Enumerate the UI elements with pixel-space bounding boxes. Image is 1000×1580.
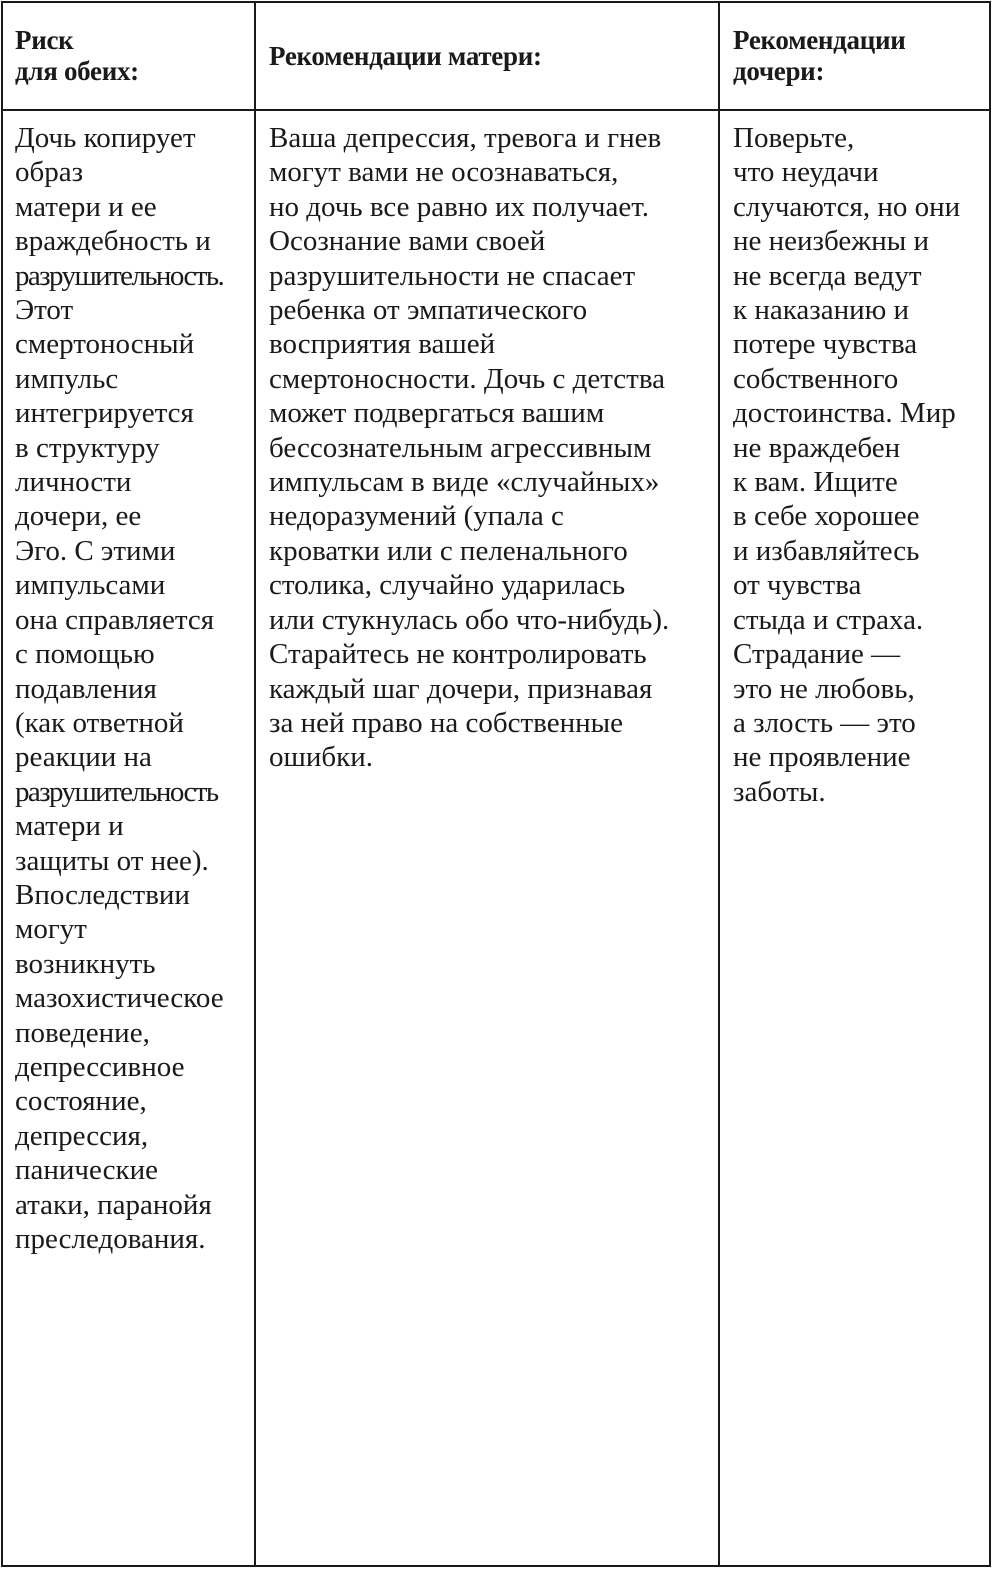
risk-line: импульсами	[15, 569, 166, 602]
risk-line: защиты от нее).	[15, 844, 209, 877]
daughter-line: Страдание —	[733, 638, 901, 671]
daughter-line: стыда и страха.	[733, 603, 924, 636]
mother-line: восприятия вашей	[269, 328, 496, 361]
risk-line: образ	[15, 156, 84, 189]
risk-line: личности	[15, 466, 132, 499]
risk-line: дочери, ее	[15, 500, 142, 533]
daughter-line: в себе хорошее	[733, 500, 920, 533]
header-mother	[269, 3, 714, 109]
mother-line: могут вами не осознаваться,	[269, 156, 619, 189]
daughter-line: что неудачи	[733, 156, 879, 189]
mother-line: Старайтесь не контролировать	[269, 638, 647, 671]
risk-line: матери и	[15, 810, 124, 843]
daughter-line: случаются, но они	[733, 190, 961, 223]
risk-line: мазохистическое	[15, 982, 224, 1015]
header-daughter-line-2: дочери:	[733, 56, 825, 86]
mother-line: может подвергаться вашим	[269, 397, 605, 430]
risk-line: состояние,	[15, 1085, 147, 1118]
risk-line: интегрируется	[15, 397, 194, 430]
column-divider-2	[718, 3, 720, 1565]
risk-line: возникнуть	[15, 947, 156, 980]
risk-line: импульс	[15, 362, 119, 395]
daughter-line: потере чувства	[733, 328, 918, 361]
mother-line: разрушительности не спасает	[269, 259, 636, 292]
risk-line: (как ответной	[15, 706, 184, 739]
risk-line: с помощью	[15, 638, 155, 671]
daughter-line: не враждебен	[733, 431, 901, 464]
risk-line: Впоследствии	[15, 878, 190, 911]
mother-line: или стукнулась обо что-нибудь).	[269, 603, 670, 636]
daughter-line: к вам. Ищите	[733, 466, 898, 499]
risk-line: враждебность и	[15, 225, 211, 258]
daughter-line: и избавляйтесь	[733, 534, 920, 567]
risk-line: в структуру	[15, 431, 160, 464]
risk-line: депрессия,	[15, 1119, 149, 1152]
header-risk-line-2: для обеих:	[15, 56, 139, 86]
mother-recommendations-cell	[269, 121, 669, 775]
header-daughter-line-1: Рекомендации	[733, 25, 906, 55]
risk-line: атаки, паранойя	[15, 1188, 212, 1221]
risk-line: разрушительность.	[15, 259, 224, 292]
risk-line: депрессивное	[15, 1050, 185, 1083]
mother-line: недоразумений (упала с	[269, 500, 564, 533]
mother-line: смертоносности. Дочь с детства	[269, 362, 666, 395]
daughter-line: достоинства. Мир	[733, 397, 956, 430]
daughter-line: Поверьте,	[733, 122, 855, 154]
daughter-line: собственного	[733, 362, 899, 395]
mother-line: ошибки.	[269, 741, 373, 774]
mother-line: кроватки или с пеленального	[269, 534, 628, 567]
daughter-line: не неизбежны и	[733, 225, 930, 258]
column-divider-1	[254, 3, 256, 1565]
mother-line: ребенка от эмпатического	[269, 294, 588, 327]
risk-line: поведение,	[15, 1016, 150, 1049]
daughter-line: от чувства	[733, 569, 862, 602]
mother-line: но дочь все равно их получает.	[269, 190, 649, 223]
daughter-line: это не любовь,	[733, 672, 915, 705]
risk-line: разрушительность	[15, 775, 218, 808]
risk-line: Дочь копирует	[15, 122, 196, 154]
risk-line: смертоносный	[15, 328, 195, 361]
daughter-line: не всегда ведут	[733, 259, 922, 292]
mother-line: бессознательным агрессивным	[269, 431, 652, 464]
header-daughter	[733, 3, 988, 109]
risk-line: панические	[15, 1154, 158, 1187]
daughter-recommendations-cell	[733, 121, 960, 809]
header-risk-line-1: Риск	[15, 25, 74, 55]
mother-line: Осознание вами своей	[269, 225, 546, 258]
daughter-line: не проявление	[733, 741, 911, 774]
risk-line: она справляется	[15, 603, 215, 636]
risk-line: матери и ее	[15, 190, 157, 223]
recommendations-table	[1, 1, 991, 1567]
header-divider	[3, 109, 989, 111]
risk-line: подавления	[15, 672, 157, 705]
daughter-line: а злость — это	[733, 706, 916, 739]
mother-line: импульсам в виде «случайных»	[269, 466, 660, 499]
header-risk	[15, 3, 250, 109]
mother-line: за ней право на собственные	[269, 706, 623, 739]
mother-line: столика, случайно ударилась	[269, 569, 626, 602]
mother-line: Ваша депрессия, тревога и гнев	[269, 122, 662, 154]
daughter-line: к наказанию и	[733, 294, 910, 327]
risk-line: могут	[15, 913, 87, 946]
risk-line: Эго. С этими	[15, 534, 176, 567]
risk-line: Этот	[15, 294, 74, 327]
risk-line: реакции на	[15, 741, 152, 774]
mother-line: каждый шаг дочери, признавая	[269, 672, 653, 705]
risk-line: преследования.	[15, 1223, 206, 1255]
daughter-line: заботы.	[733, 775, 826, 808]
header-mother-line-1: Рекомендации матери:	[269, 40, 542, 71]
risk-cell	[15, 121, 224, 1256]
